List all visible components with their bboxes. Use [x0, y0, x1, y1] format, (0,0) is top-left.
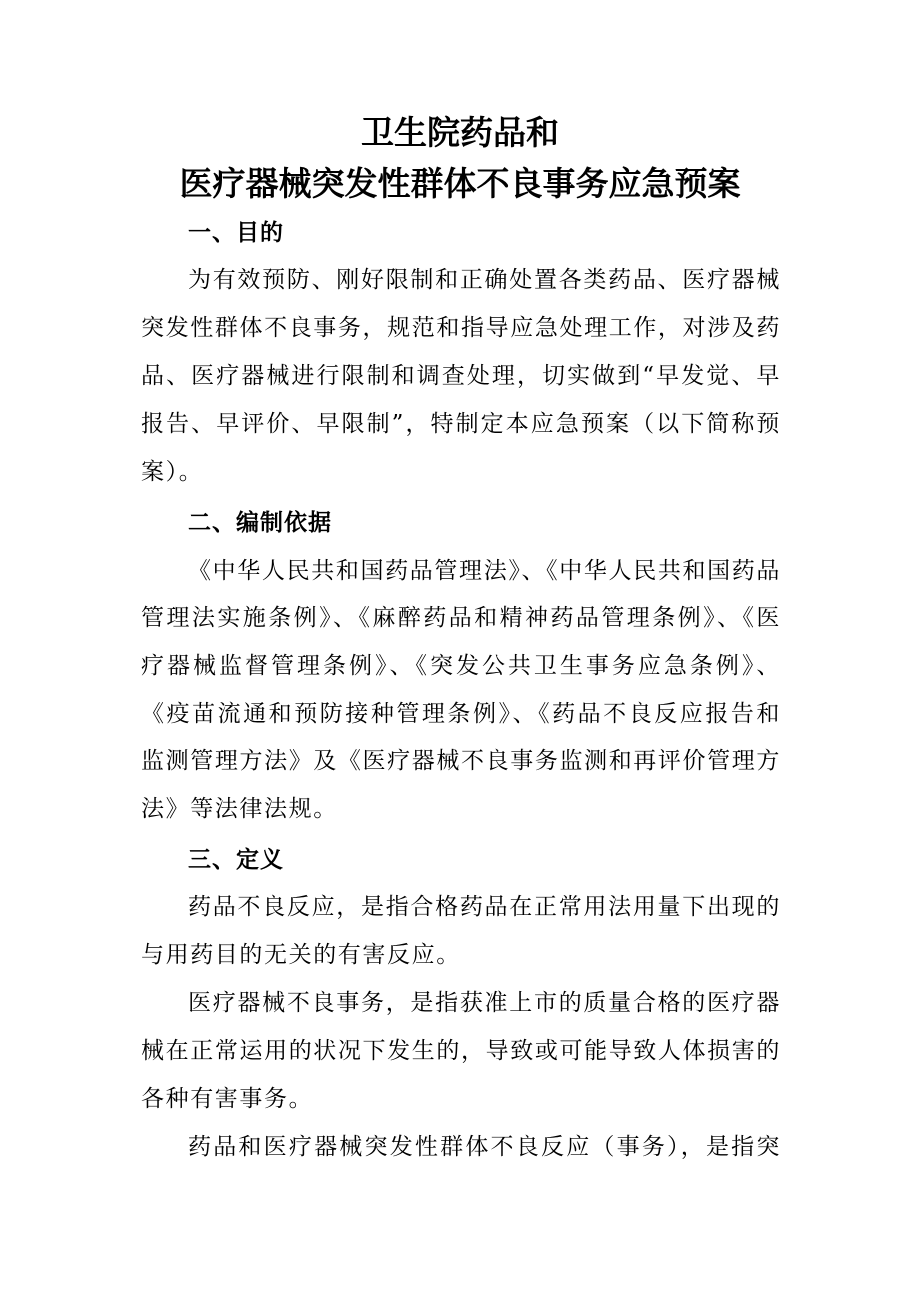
paragraph-line: 报告、早评价、早限制”，特制定本应急预案（以下简称预	[141, 411, 781, 437]
paragraph-line: 《疫苗流通和预防接种管理条例》、《药品不良反应报告和	[141, 701, 781, 727]
paragraph-line: 药品不良反应，是指合格药品在正常用法用量下出现的	[188, 894, 781, 920]
section-heading-definition: 三、定义	[188, 846, 284, 873]
paragraph-line: 监测管理方法》及《医疗器械不良事务监测和再评价管理方	[141, 748, 781, 774]
paragraph-line: 品、医疗器械进行限制和调查处理，切实做到“早发觉、早	[141, 363, 781, 389]
paragraph-line: 疗器械监督管理条例》、《突发公共卫生事务应急条例》、	[141, 653, 781, 679]
section-heading-purpose: 一、目的	[188, 219, 284, 246]
paragraph-line: 法》等法律法规。	[141, 796, 338, 822]
section-heading-basis: 二、编制依据	[188, 509, 332, 536]
paragraph-line: 管理法实施条例》、《麻醉药品和精神药品管理条例》、《医	[141, 605, 781, 631]
paragraph-line: 医疗器械不良事务，是指获准上市的质量合格的医疗器	[188, 990, 781, 1016]
document-title-line1: 卫生院药品和	[361, 113, 559, 152]
paragraph-line: 各种有害事务。	[141, 1086, 314, 1112]
document-title-line2: 医疗器械突发性群体不良事务应急预案	[179, 164, 741, 203]
paragraph-line: 案）。	[141, 459, 204, 485]
paragraph-line: 药品和医疗器械突发性群体不良反应（事务），是指突	[188, 1134, 781, 1160]
paragraph-line: 与用药目的无关的有害反应。	[141, 942, 461, 968]
paragraph-line: 《中华人民共和国药品管理法》、《中华人民共和国药品	[188, 558, 781, 584]
paragraph-line: 突发性群体不良事务，规范和指导应急处理工作，对涉及药	[141, 315, 781, 341]
paragraph-line: 械在正常运用的状况下发生的，导致或可能导致人体损害的	[141, 1038, 781, 1064]
paragraph-line: 为有效预防、刚好限制和正确处置各类药品、医疗器械	[188, 267, 781, 293]
